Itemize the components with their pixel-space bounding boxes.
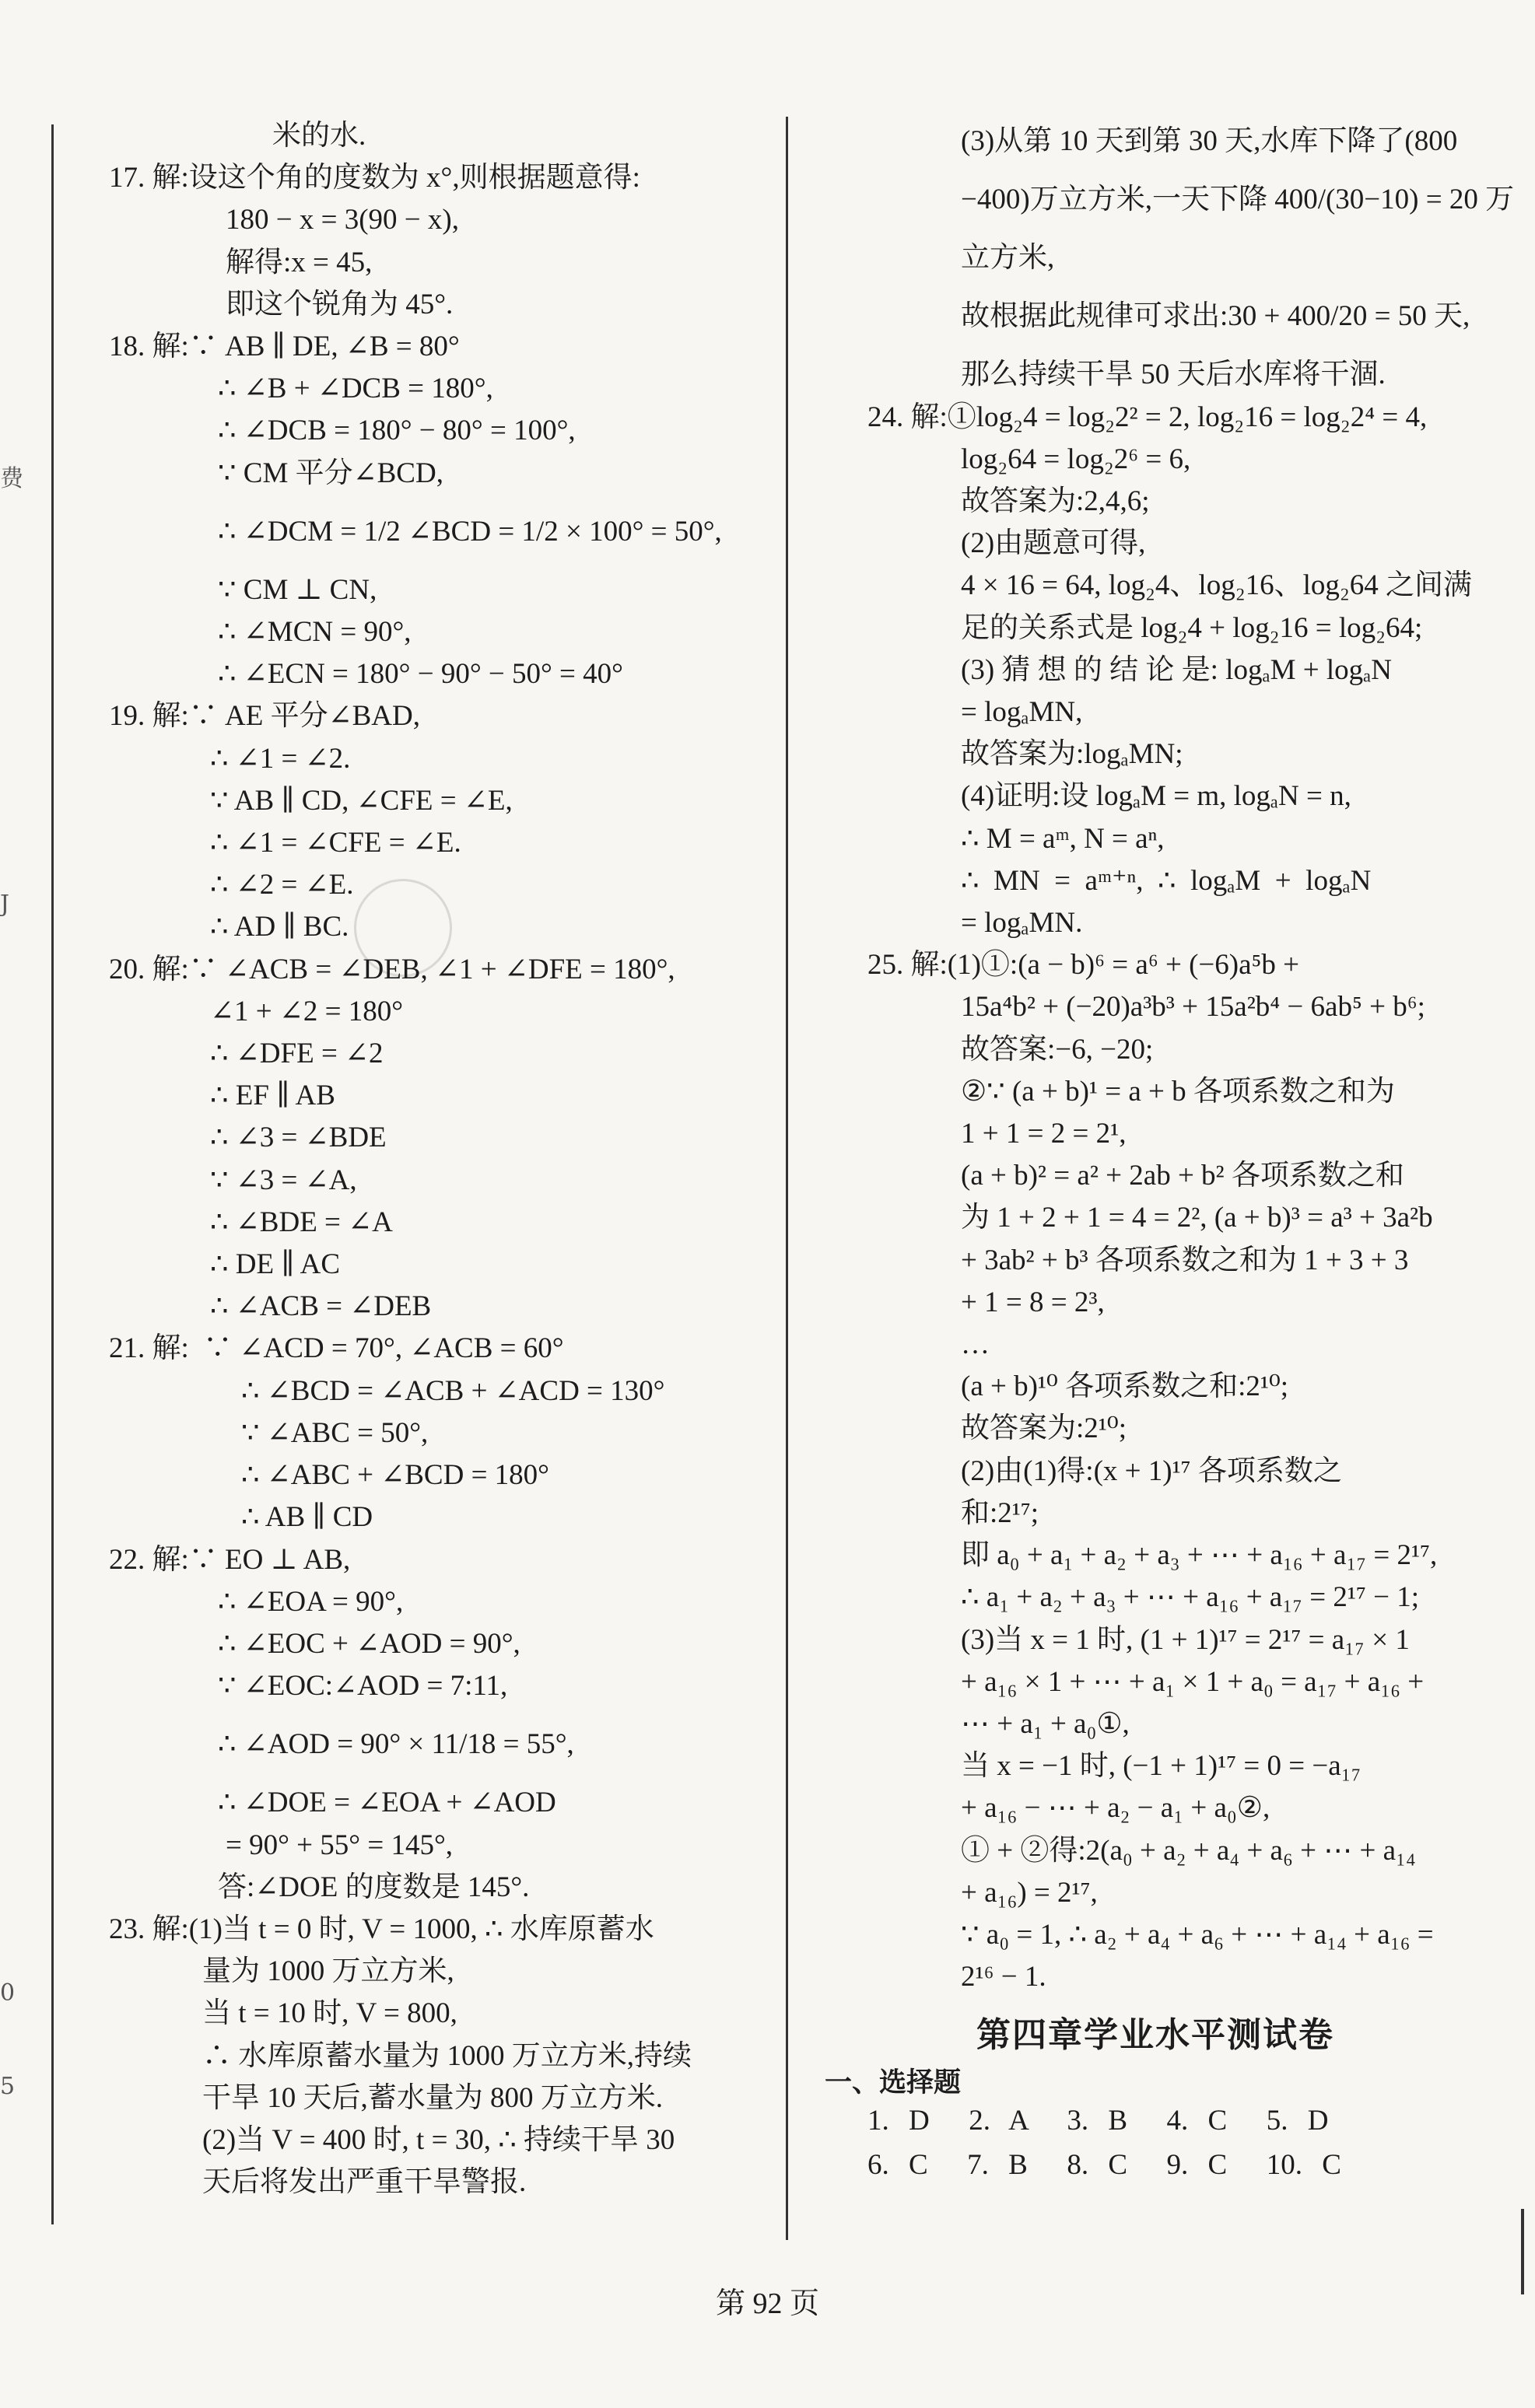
text-line: (3)从第 10 天到第 30 天,水库下降了(800	[961, 125, 1458, 157]
text-line: 24. 解:①log₂4 = log₂2² = 2, log₂16 = log₂2⁴ = 4,	[867, 401, 1428, 433]
text-line: ∴ ∠DCB = 180° − 80° = 100°,	[218, 415, 576, 447]
left-margin-rule	[51, 124, 54, 2224]
text-line: 17. 解:设这个角的度数为 x°,则根据题意得:	[109, 162, 640, 194]
text-line: 故根据此规律可求出:30 + 400/20 = 50 天,	[961, 300, 1470, 333]
text-line: 故答案为:logₐMN;	[961, 738, 1183, 771]
text-line: + a₁₆ × 1 + ⋯ + a₁ × 1 + a₀ = a₁₇ + a₁₆ +	[961, 1665, 1425, 1698]
text-line: ∴ ∠ABC + ∠BCD = 180°	[241, 1459, 549, 1492]
column-divider	[786, 117, 788, 2240]
edge-fragment: 费	[0, 465, 23, 492]
text-line: ∴ AB ∥ CD	[241, 1501, 373, 1534]
text-line: 18. 解:∵ AB ∥ DE, ∠B = 80°	[109, 331, 460, 363]
text-line: ∴ ∠DOE = ∠EOA + ∠AOD	[218, 1787, 556, 1819]
text-line: 故答案为:2¹⁰;	[961, 1412, 1127, 1445]
text-line: 1 + 1 = 2 = 2¹,	[961, 1118, 1127, 1150]
text-line: = logₐMN.	[961, 907, 1083, 940]
subsection-title: 一、选择题	[825, 2067, 962, 2098]
text-line: 量为 1000 万立方米,	[202, 1955, 454, 1988]
text-line: 故答案为:2,4,6;	[961, 485, 1150, 518]
text-line: 180 − x = 3(90 − x),	[226, 204, 459, 236]
text-line: 天后将发出严重干旱警报.	[202, 2166, 527, 2199]
text-line: ∴ ∠ACB = ∠DEB	[210, 1290, 432, 1323]
text-line: ⋯ + a₁ + a₀①,	[961, 1707, 1130, 1740]
text-line: 21. 解: ∵ ∠ACD = 70°, ∠ACB = 60°	[109, 1332, 564, 1365]
text-line: 足的关系式是 log₂4 + log₂16 = log₂64;	[961, 611, 1423, 644]
text-line: 15a⁴b² + (−20)a³b³ + 15a²b⁴ − 6ab⁵ + b⁶;	[961, 991, 1425, 1024]
text-line: ∴ ∠BDE = ∠A	[210, 1206, 393, 1238]
text-line: ∴ AD ∥ BC.	[210, 911, 349, 943]
text-line: (2)由题意可得,	[961, 527, 1146, 560]
left-column	[109, 115, 770, 2203]
text-line: = 90° + 55° = 145°,	[226, 1829, 453, 1861]
text-line: 20. 解:∵ ∠ACB = ∠DEB, ∠1 + ∠DFE = 180°,	[109, 953, 675, 985]
text-line: ① + ②得:2(a₀ + a₂ + a₄ + a₆ + ⋯ + a₁₄	[961, 1834, 1416, 1867]
text-line: 那么持续干旱 50 天后水库将干涸.	[961, 359, 1386, 391]
text-line: ∴ ∠3 = ∠BDE	[210, 1122, 387, 1154]
text-line: ∴ ∠AOD = 90° × 11/18 = 55°,	[218, 1728, 574, 1761]
text-line: ∵ ∠3 = ∠A,	[210, 1164, 357, 1196]
text-line: ∴ ∠DCM = 1/2 ∠BCD = 1/2 × 100° = 50°,	[218, 515, 722, 548]
text-line: ∴ ∠ECN = 180° − 90° − 50° = 40°	[218, 658, 623, 691]
text-line: ∴ ∠1 = ∠CFE = ∠E.	[210, 827, 461, 859]
text-line: = logₐMN,	[961, 696, 1083, 729]
text-line: (a + b)² = a² + 2ab + b² 各项系数之和	[961, 1160, 1404, 1192]
text-line: 干旱 10 天后,蓄水量为 800 万立方米.	[202, 2081, 663, 2114]
answer-row: 1. D 2. A 3. B 4. C 5. D	[867, 2105, 1329, 2137]
text-line: 解得:x = 45,	[226, 246, 373, 278]
text-line: ∵ ∠EOC:∠AOD = 7:11,	[218, 1670, 508, 1703]
text-line: (a + b)¹⁰ 各项系数之和:2¹⁰;	[961, 1370, 1289, 1403]
text-line: ∴ a₁ + a₂ + a₃ + ⋯ + a₁₆ + a₁₇ = 2¹⁷ − 1;	[961, 1581, 1420, 1614]
text-line: ∴ MN = aᵐ⁺ⁿ, ∴ logₐM + logₐN	[961, 864, 1372, 897]
text-line: 23. 解:(1)当 t = 0 时, V = 1000, ∴ 水库原蓄水	[109, 1913, 654, 1945]
text-line: + a₁₆ − ⋯ + a₂ − a₁ + a₀②,	[961, 1792, 1270, 1825]
text-line: ∴ ∠1 = ∠2.	[210, 742, 351, 775]
text-line: 即 a₀ + a₁ + a₂ + a₃ + ⋯ + a₁₆ + a₁₇ = 2¹⁷,	[961, 1539, 1438, 1572]
text-line: (2)当 V = 400 时, t = 30, ∴ 持续干旱 30	[202, 2123, 675, 2156]
text-line: 22. 解:∵ EO ⊥ AB,	[109, 1543, 351, 1576]
page-number: 第 92 页	[715, 2287, 819, 2320]
text-line: ∴ ∠DFE = ∠2	[210, 1038, 384, 1070]
text-line: ∴ ∠B + ∠DCB = 180°,	[218, 373, 493, 405]
edge-fragment: J	[0, 891, 10, 918]
text-line: ∴ ∠BCD = ∠ACB + ∠ACD = 130°	[241, 1374, 665, 1407]
right-column	[867, 121, 1515, 1998]
text-line: (2)由(1)得:(x + 1)¹⁷ 各项系数之	[961, 1454, 1342, 1487]
text-line: (3) 猜 想 的 结 论 是: logₐM + logₐN	[961, 653, 1392, 686]
text-line: ∴ ∠EOA = 90°,	[218, 1585, 404, 1618]
text-line: ∴ DE ∥ AC	[210, 1248, 341, 1281]
text-line: + a₁₆) = 2¹⁷,	[961, 1876, 1098, 1909]
text-line: 立方米,	[961, 242, 1055, 275]
text-line: + 3ab² + b³ 各项系数之和为 1 + 3 + 3	[961, 1244, 1409, 1276]
text-line: 当 t = 10 时, V = 800,	[202, 1997, 457, 2030]
text-line: ∠1 + ∠2 = 180°	[210, 995, 404, 1027]
edge-fragment: 0	[0, 1979, 16, 2007]
text-line: ∴ M = aᵐ, N = aⁿ,	[961, 822, 1165, 855]
text-line: 19. 解:∵ AE 平分∠BAD,	[109, 700, 420, 733]
text-line: ∴ ∠EOC + ∠AOD = 90°,	[218, 1627, 520, 1660]
text-line: ∵ ∠ABC = 50°,	[241, 1416, 429, 1449]
text-line: 当 x = −1 时, (−1 + 1)¹⁷ = 0 = −a₁₇	[961, 1750, 1362, 1783]
text-line: …	[961, 1328, 990, 1361]
text-line: ∴ ∠MCN = 90°,	[218, 616, 412, 649]
text-line: 答:∠DOE 的度数是 145°.	[218, 1871, 530, 1903]
text-line: −400)万立方米,一天下降 400/(30−10) = 20 万	[961, 184, 1515, 216]
text-line: (3)当 x = 1 时, (1 + 1)¹⁷ = 2¹⁷ = a₁₇ × 1	[961, 1623, 1410, 1656]
text-line: ∵ CM ⊥ CN,	[218, 573, 377, 606]
text-line: log₂64 = log₂2⁶ = 6,	[961, 443, 1191, 475]
section-title: 第四章学业水平测试卷	[976, 2015, 1334, 2055]
text-line: 2¹⁶ − 1.	[961, 1961, 1046, 1993]
text-line: ②∵ (a + b)¹ = a + b 各项系数之和为	[961, 1075, 1395, 1108]
text-line: ∵ CM 平分∠BCD,	[218, 457, 443, 489]
text-line: (4)证明:设 logₐM = m, logₐN = n,	[961, 780, 1351, 813]
text-line: ∵ a₀ = 1, ∴ a₂ + a₄ + a₆ + ⋯ + a₁₄ + a₁₆ =	[961, 1918, 1434, 1951]
text-line: 故答案:−6, −20;	[961, 1033, 1154, 1066]
answer-row: 6. C 7. B 8. C 9. C 10. C	[867, 2149, 1341, 2181]
text-line: ∴ EF ∥ AB	[210, 1080, 335, 1112]
text-line: + 1 = 8 = 2³,	[961, 1286, 1105, 1318]
text-line: ∴ ∠2 = ∠E.	[210, 869, 354, 901]
text-line: 25. 解:(1)①:(a − b)⁶ = a⁶ + (−6)a⁵b +	[867, 949, 1300, 982]
text-line: ∴ 水库原蓄水量为 1000 万立方米,持续	[202, 2039, 692, 2072]
text-line: 4 × 16 = 64, log₂4、log₂16、log₂64 之间满	[961, 569, 1473, 602]
text-line: 和:2¹⁷;	[961, 1496, 1039, 1529]
text-line: 即这个锐角为 45°.	[226, 288, 454, 320]
text-line: 米的水.	[272, 120, 366, 152]
text-line: ∵ AB ∥ CD, ∠CFE = ∠E,	[210, 784, 513, 817]
edge-fragment: 5	[0, 2073, 16, 2100]
text-line: 为 1 + 2 + 1 = 4 = 2², (a + b)³ = a³ + 3a²b	[961, 1202, 1433, 1234]
